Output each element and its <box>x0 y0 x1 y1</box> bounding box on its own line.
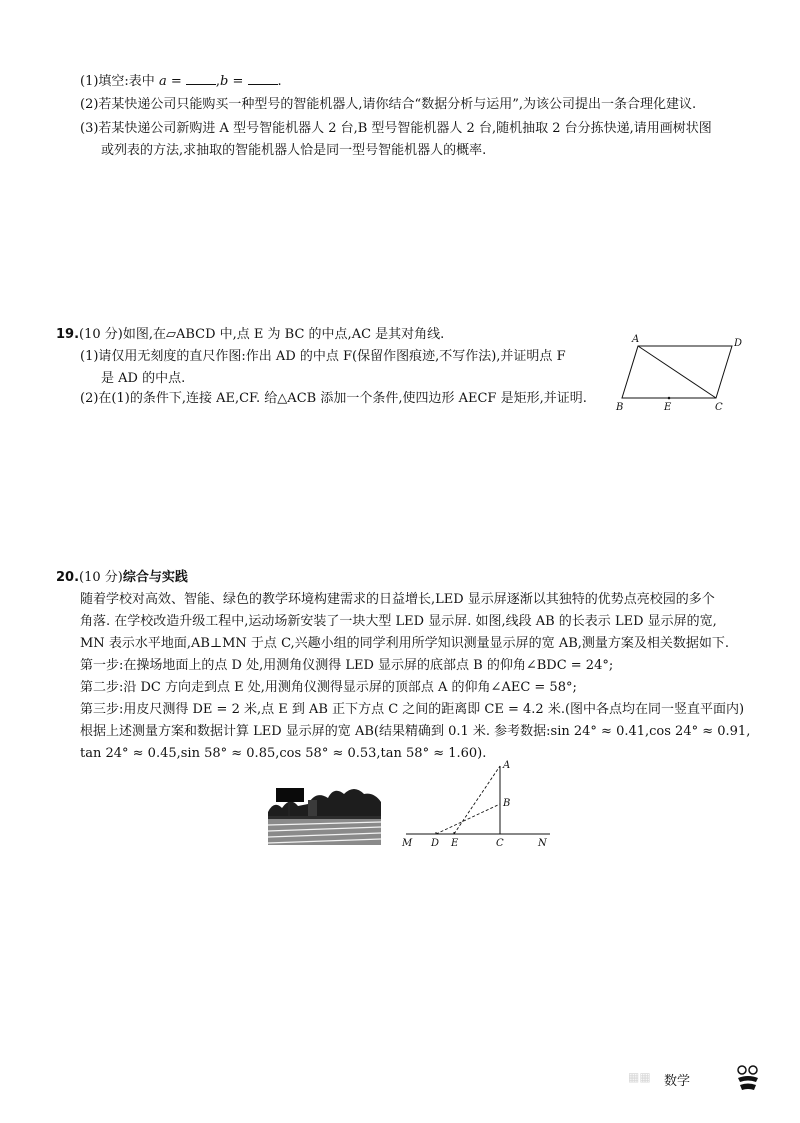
q18-part3-line2: 或列表的方法,求抽取的智能机器人恰是同一型号智能机器人的概率. <box>101 143 487 158</box>
label-D: D <box>431 838 440 849</box>
q20-line: 第二步:沿 DC 方向走到点 E 处,用测角仪测得显示屏的顶部点 A 的仰角∠AEC = 58°; <box>80 680 577 695</box>
q18-part3-line1: (3)若某快递公司新购进 A 型号智能机器人 2 台,B 型号智能机器人 2 台,随机抽取 2 台分拣快递,请用画树状图 <box>80 121 712 136</box>
q20-line: tan 24° ≈ 0.45,sin 58° ≈ 0.85,cos 58° ≈ 0.53,tan 58° ≈ 1.60). <box>80 746 487 761</box>
label-N: N <box>538 838 547 849</box>
answer-blank-a <box>186 72 216 85</box>
label-E: E <box>664 402 672 413</box>
q20-line: MN 表示水平地面,AB⊥MN 于点 C,兴趣小组的同学利用所学知识测量显示屏的宽 AB,测量方案及相关数据如下. <box>80 636 730 651</box>
label-M: M <box>402 838 413 849</box>
label-E: E <box>451 838 459 849</box>
label-C: C <box>715 402 723 413</box>
q19-number: 19. <box>56 327 80 342</box>
q20-heading: 20.(10 分)综合与实践 <box>56 570 188 585</box>
led-screen-photo <box>268 778 381 845</box>
q20-line: 第一步:在操场地面上的点 D 处,用测角仪测得 LED 显示屏的底部点 B 的仰角∠BDC = 24°; <box>80 658 614 673</box>
footer-logo-icon <box>734 1062 762 1094</box>
q18-part2: (2)若某快递公司只能购买一种型号的智能机器人,请你结合“数据分析与运用”,为该公司提出一条合理化建议. <box>80 97 697 112</box>
footer-watermark: ▦▦ <box>628 1070 651 1084</box>
label-A: A <box>632 334 640 345</box>
q19-part1-line1: (1)请仅用无刻度的直尺作图:作出 AD 的中点 F(保留作图痕迹,不写作法),并证明点 F <box>80 349 566 364</box>
q19-part1-line2: 是 AD 的中点. <box>101 371 186 386</box>
measurement-figure <box>400 758 560 850</box>
q20-line: 随着学校对高效、智能、绿色的教学环境构建需求的日益增长,LED 显示屏逐渐以其独特的优势点亮校园的多个 <box>80 592 715 607</box>
q19-stem: 19.(10 分)如图,在▱ABCD 中,点 E 为 BC 的中点,AC 是其对角线. <box>56 327 445 342</box>
q20-number: 20. <box>56 570 80 585</box>
answer-blank-b <box>248 72 278 85</box>
label-B: B <box>503 798 511 809</box>
q20-line: 根据上述测量方案和数据计算 LED 显示屏的宽 AB(结果精确到 0.1 米. 参考数据:sin 24° ≈ 0.41,cos 24° ≈ 0.91, <box>80 724 751 739</box>
label-B: B <box>616 402 624 413</box>
footer-subject: 数学 <box>664 1074 691 1089</box>
q20-line: 角落. 在学校改造升级工程中,运动场新安装了一块大型 LED 显示屏. 如图,线段 AB 的长表示 LED 显示屏的宽, <box>80 614 717 629</box>
label-C: C <box>496 838 504 849</box>
q19-part2: (2)在(1)的条件下,连接 AE,CF. 给△ACB 添加一个条件,使四边形 AECF 是矩形,并证明. <box>80 391 587 406</box>
q20-line: 第三步:用皮尺测得 DE = 2 米,点 E 到 AB 正下方点 C 之间的距离即 CE = 4.2 米.(图中各点均在同一竖直平面内) <box>80 702 745 717</box>
q20-title: 综合与实践 <box>122 570 188 585</box>
q18-part1: (1)填空:表中 a = ,b = . <box>80 74 282 89</box>
label-D: D <box>734 338 743 349</box>
label-A: A <box>503 760 511 771</box>
parallelogram-figure <box>612 330 752 416</box>
